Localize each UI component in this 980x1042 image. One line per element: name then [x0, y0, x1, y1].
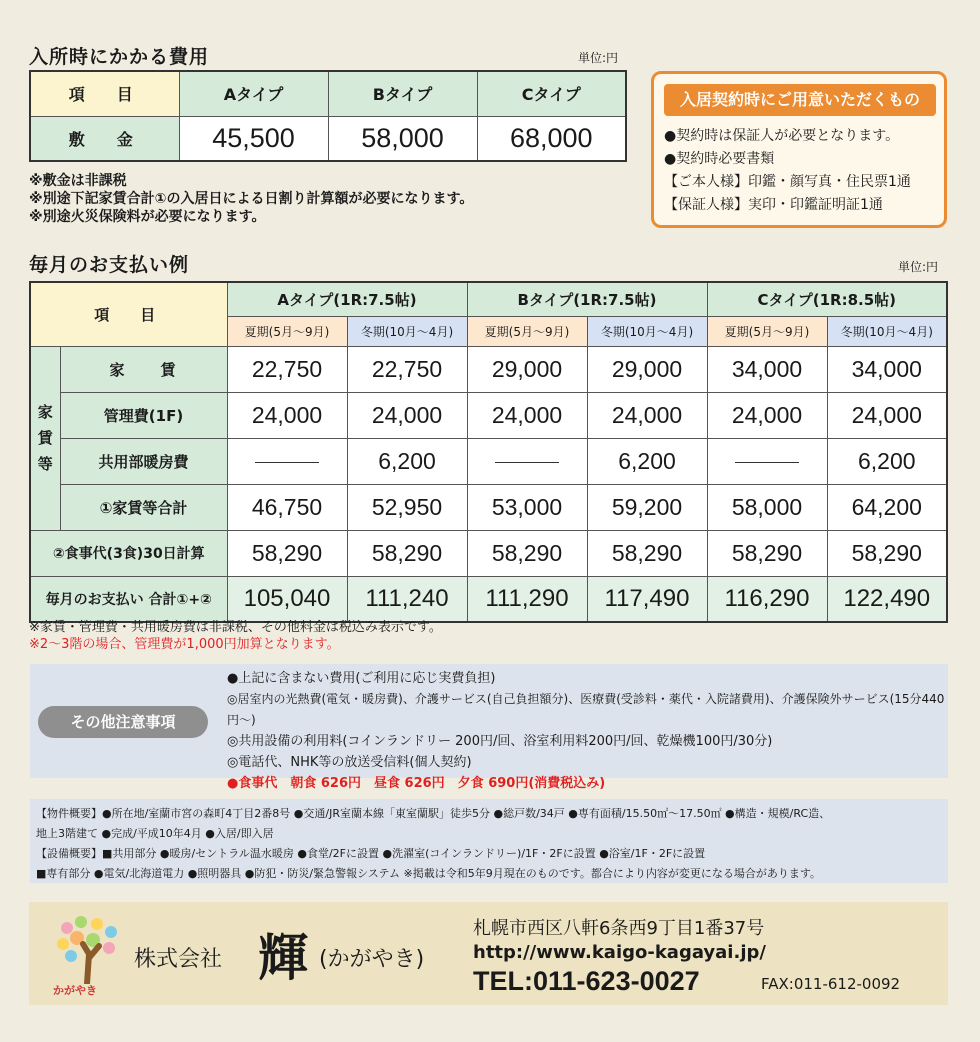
- deposit-label: 敷 金: [30, 116, 179, 161]
- monthly-note: ※家賃・管理費・共用暖房費は非課税、その他料金は税込み表示です。: [29, 620, 442, 635]
- rent-value: 34,000: [707, 346, 827, 392]
- company-tel[interactable]: TEL:011-623-0027: [473, 966, 700, 996]
- property-line: ■専有部分 ●電気/北海道電力 ●照明器具 ●防犯・防災/緊急警報システム ※掲載は令和5年9月現在のものです。都合により内容が変更になる場合があります。: [36, 867, 821, 880]
- entry-header-b: Bタイプ: [328, 71, 477, 116]
- rent-value: 34,000: [827, 346, 947, 392]
- company-address: 札幌市西区八軒6条西9丁目1番37号: [473, 918, 765, 939]
- heating-fee-none: [227, 438, 347, 484]
- monthly-total-value: 105,040: [227, 576, 347, 622]
- heating-fee-value: 6,200: [347, 438, 467, 484]
- other-note-line: ◎居室内の光熱費(電気・暖房費)、介護サービス(自己負担額分)、医療費(受診料・薬代・入院諸費用)、介護保険外サービス(15分440円〜): [227, 692, 945, 727]
- meal-cost-value: 58,290: [827, 530, 947, 576]
- entry-title: 入所時にかかる費用: [29, 46, 210, 68]
- management-fee-value: 24,000: [347, 392, 467, 438]
- heating-fee-none: [707, 438, 827, 484]
- meal-cost-label: ②食事代(3食)30日計算: [30, 530, 227, 576]
- meal-cost-value: 58,290: [587, 530, 707, 576]
- entry-note: ※敷金は非課税: [29, 173, 127, 189]
- deposit-a: 45,500: [179, 116, 328, 161]
- monthly-payment-table: [29, 281, 948, 623]
- rent-subtotal-value: 59,200: [587, 484, 707, 530]
- entry-note: ※別途下記家賃合計①の入居日による日割り計算額が必要になります。: [29, 191, 474, 207]
- heating-fee-value: 6,200: [827, 438, 947, 484]
- company-footer: [29, 902, 948, 1005]
- deposit-b: 58,000: [328, 116, 477, 161]
- company-prefix: 株式会社: [134, 947, 223, 972]
- management-fee-label: 管理費(1F): [60, 392, 227, 438]
- meal-cost-value: 58,290: [707, 530, 827, 576]
- winter-header: 冬期(10月〜4月): [827, 316, 947, 346]
- monthly-note-red: ※2〜3階の場合、管理費が1,000円加算となります。: [29, 637, 340, 652]
- rent-value: 22,750: [227, 346, 347, 392]
- dash-line: [255, 462, 319, 463]
- rent-label: 家 賃: [60, 346, 227, 392]
- tree-logo-icon: [53, 914, 125, 984]
- company-reading: (かがやき): [319, 947, 425, 972]
- monthly-total-value: 111,290: [467, 576, 587, 622]
- heating-fee-none: [467, 438, 587, 484]
- company-brand: 輝: [258, 928, 308, 987]
- rent-subtotal-value: 58,000: [707, 484, 827, 530]
- management-fee-value: 24,000: [587, 392, 707, 438]
- meal-cost-value: 58,290: [467, 530, 587, 576]
- entry-cost-table: [29, 70, 627, 162]
- entry-header-a: Aタイプ: [179, 71, 328, 116]
- management-fee-value: 24,000: [707, 392, 827, 438]
- other-notes-box: [30, 664, 948, 791]
- type-a-header: Aタイプ(1R:7.5帖): [227, 282, 467, 316]
- monthly-total-label: 毎月のお支払い 合計①+②: [30, 576, 227, 622]
- monthly-total-value: 111,240: [347, 576, 467, 622]
- entry-notes: [29, 172, 473, 226]
- deposit-c: 68,000: [477, 116, 626, 161]
- type-b-header: Bタイプ(1R:7.5帖): [467, 282, 707, 316]
- management-fee-value: 24,000: [827, 392, 947, 438]
- dash-line: [735, 462, 799, 463]
- management-fee-value: 24,000: [467, 392, 587, 438]
- property-line: 【設備概要】■共用部分 ●暖房/セントラル温水暖房 ●食堂/2Fに設置 ●洗濯室(コインランドリー)/1F・2Fに設置 ●浴室/1F・2Fに設置: [36, 847, 706, 860]
- meal-cost-value: 58,290: [227, 530, 347, 576]
- entry-note: ※別途火災保険料が必要になります。: [29, 209, 266, 225]
- contract-line: 【ご本人様】印鑑・顔写真・住民票1通: [664, 174, 911, 190]
- winter-header: 冬期(10月〜4月): [347, 316, 467, 346]
- meal-cost-value: 58,290: [347, 530, 467, 576]
- rent-subtotal-value: 64,200: [827, 484, 947, 530]
- other-note-line: ◎電話代、NHK等の放送受信料(個人契約): [227, 755, 472, 770]
- monthly-total-value: 117,490: [587, 576, 707, 622]
- rent-subtotal-value: 52,950: [347, 484, 467, 530]
- rent-value: 29,000: [467, 346, 587, 392]
- dash-line: [495, 462, 559, 463]
- rent-subtotal-label: ①家賃等合計: [60, 484, 227, 530]
- heating-fee-label: 共用部暖房費: [60, 438, 227, 484]
- entry-header-c: Cタイプ: [477, 71, 626, 116]
- rent-subtotal-value: 46,750: [227, 484, 347, 530]
- heating-fee-value: 6,200: [587, 438, 707, 484]
- rent-group-label: 家 賃 等: [30, 346, 60, 530]
- entry-header-item: 項 目: [30, 71, 179, 116]
- type-c-header: Cタイプ(1R:8.5帖): [707, 282, 947, 316]
- summer-header: 夏期(5月〜9月): [467, 316, 587, 346]
- management-fee-value: 24,000: [227, 392, 347, 438]
- contract-line: ●契約時は保証人が必要となります。: [664, 128, 900, 144]
- monthly-title: 毎月のお支払い例: [29, 254, 190, 276]
- property-overview-box: [30, 799, 948, 883]
- meal-price-line: ●食事代 朝食 626円 昼食 626円 夕食 690円(消費税込み): [227, 776, 606, 791]
- company-url[interactable]: http://www.kaigo-kagayai.jp/: [473, 942, 766, 963]
- winter-header: 冬期(10月〜4月): [587, 316, 707, 346]
- other-note-line: ●上記に含まない費用(ご利用に応じ実費負担): [227, 671, 496, 686]
- rent-subtotal-value: 53,000: [467, 484, 587, 530]
- property-line: 地上3階建て ●完成/平成10年4月 ●入居/即入居: [36, 827, 274, 840]
- contract-line: ●契約時必要書類: [664, 151, 775, 167]
- other-note-line: ◎共用設備の利用料(コインランドリー 200円/回、浴室利用料200円/回、乾燥機100円/30分): [227, 734, 773, 749]
- monthly-total-value: 122,490: [827, 576, 947, 622]
- logo-caption: かがやき: [53, 984, 97, 997]
- contract-line: 【保証人様】実印・印鑑証明証1通: [664, 197, 883, 213]
- property-line: 【物件概要】●所在地/室蘭市宮の森町4丁目2番8号 ●交通/JR室蘭本線「東室蘭駅」徒歩5分 ●総戸数/34戸 ●専有面積/15.50㎡〜17.50㎡ ●構造・規模/RC造、: [36, 807, 831, 820]
- rent-value: 29,000: [587, 346, 707, 392]
- other-notes-label: その他注意事項: [38, 706, 208, 738]
- monthly-total-value: 116,290: [707, 576, 827, 622]
- contract-requirements-box: [651, 71, 947, 228]
- summer-header: 夏期(5月〜9月): [227, 316, 347, 346]
- summer-header: 夏期(5月〜9月): [707, 316, 827, 346]
- monthly-header-item: 項 目: [30, 282, 227, 346]
- monthly-unit: 単位:円: [898, 260, 939, 274]
- entry-unit: 単位:円: [578, 51, 619, 65]
- company-fax: FAX:011-612-0092: [761, 975, 901, 993]
- rent-value: 22,750: [347, 346, 467, 392]
- contract-requirements-title: 入居契約時にご用意いただくもの: [664, 84, 936, 116]
